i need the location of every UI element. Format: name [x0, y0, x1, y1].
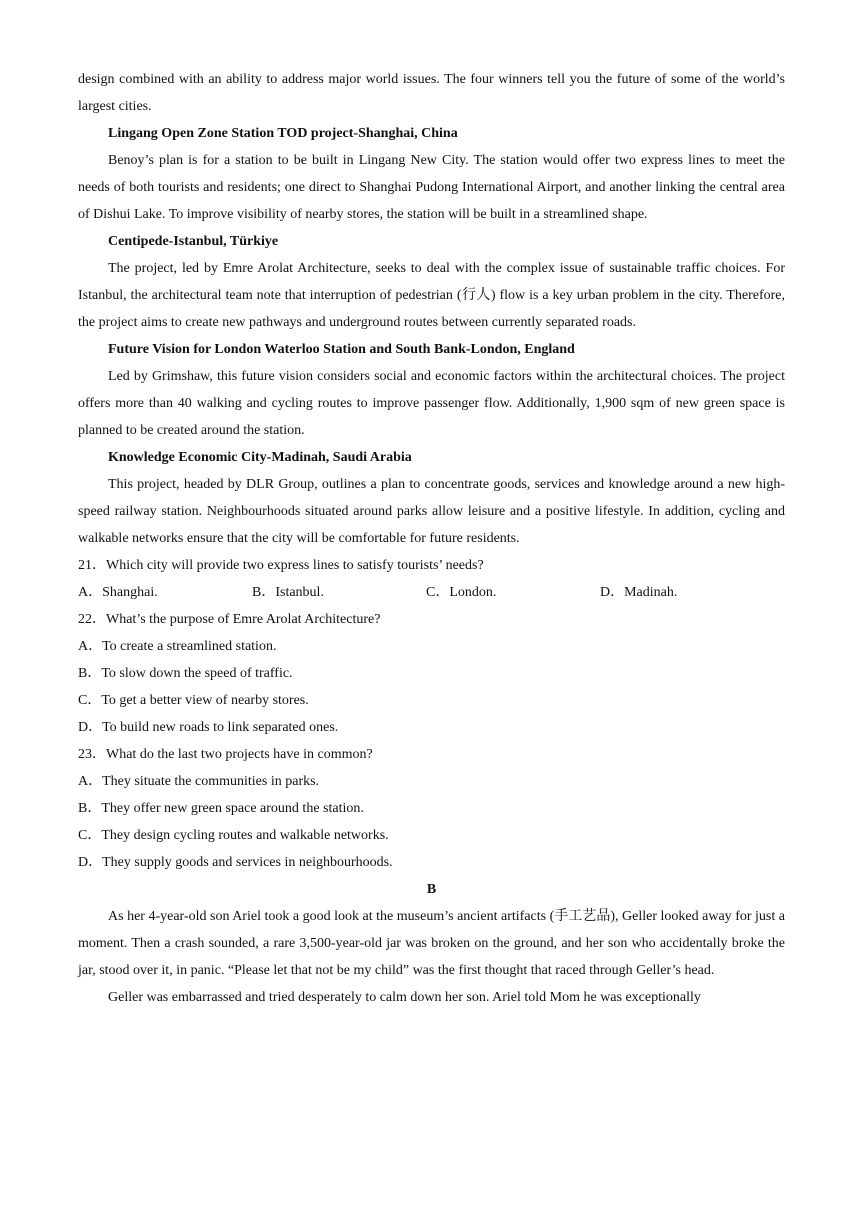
option-b: B．They offer new green space around the station. [78, 801, 364, 816]
project-heading-london: Future Vision for London Waterloo Station and South Bank-London, England [108, 342, 575, 357]
project-heading-madinah: Knowledge Economic City-Madinah, Saudi Arabia [108, 450, 412, 465]
project-text-shanghai: Benoy’s plan is for a station to be built in Lingang New City. The station would offer two express lines to meet the needs of both tourists and residents; one direct to Shanghai Pudong International Airport, and another linking the central area of Dishui Lake. To improve visibility of nearby stores, the station will be built in a streamlined shape. [78, 153, 785, 222]
option-a: A．They situate the communities in parks. [78, 774, 320, 789]
option-a: A．Shanghai. [78, 585, 158, 600]
option-d: D．Madinah. [600, 585, 678, 600]
question-22-stem: 22．What’s the purpose of Emre Arolat Architecture? [78, 612, 381, 627]
project-heading-shanghai: Lingang Open Zone Station TOD project-Shanghai, China [108, 126, 458, 141]
option-d: D．They supply goods and services in neighbourhoods. [78, 855, 393, 870]
project-text-london: Led by Grimshaw, this future vision considers social and economic factors within the architectural choices. The project offers more than 40 walking and cycling routes to improve passenger flow. Additionally, 1,900 sqm of new green space is planned to be created around the station. [78, 369, 785, 438]
option-c: C．To get a better view of nearby stores. [78, 693, 309, 708]
document-page [78, 66, 785, 1011]
option-b: B．To slow down the speed of traffic. [78, 666, 293, 681]
option-a: A．To create a streamlined station. [78, 639, 277, 654]
option-d: D．To build new roads to link separated ones. [78, 720, 339, 735]
question-21-stem: 21．Which city will provide two express lines to satisfy tourists’ needs? [78, 558, 484, 573]
project-heading-istanbul: Centipede-Istanbul, Türkiye [108, 234, 279, 249]
option-c: C．London. [426, 585, 497, 600]
question-23-stem: 23．What do the last two projects have in common? [78, 747, 373, 762]
option-c: C．They design cycling routes and walkable networks. [78, 828, 389, 843]
section-b-title: B [426, 882, 437, 897]
question-21-options [78, 579, 785, 606]
section-b-paragraph: As her 4-year-old son Ariel took a good look at the museum’s ancient artifacts (手工艺品), Geller looked away for just a moment. Then a crash sounded, a rare 3,500-year-old jar was broken on the ground, and her son who accidentally broke the jar, stood over it, in panic. “Please let that not be my child” was the first thought that raced through Geller’s head. [78, 909, 785, 978]
option-b: B．Istanbul. [252, 585, 324, 600]
project-text-istanbul: The project, led by Emre Arolat Architecture, seeks to deal with the complex issue of sustainable traffic choices. For Istanbul, the architectural team note that interruption of pedestrian (行人) flow is a key urban problem in the city. Therefore, the project aims to create new pathways and underground routes between currently separated roads. [78, 261, 785, 330]
project-text-madinah: This project, headed by DLR Group, outlines a plan to concentrate goods, services and knowledge around a new high-speed railway station. Neighbourhoods situated around parks allow leisure and a positive lifestyle. In addition, cycling and walkable networks ensure that the city will be comfortable for future residents. [78, 477, 785, 546]
section-b-paragraph: Geller was embarrassed and tried desperately to calm down her son. Ariel told Mom he was exceptionally [108, 990, 701, 1005]
intro-paragraph: design combined with an ability to address major world issues. The four winners tell you the future of some of the world’s largest cities. [78, 72, 785, 114]
